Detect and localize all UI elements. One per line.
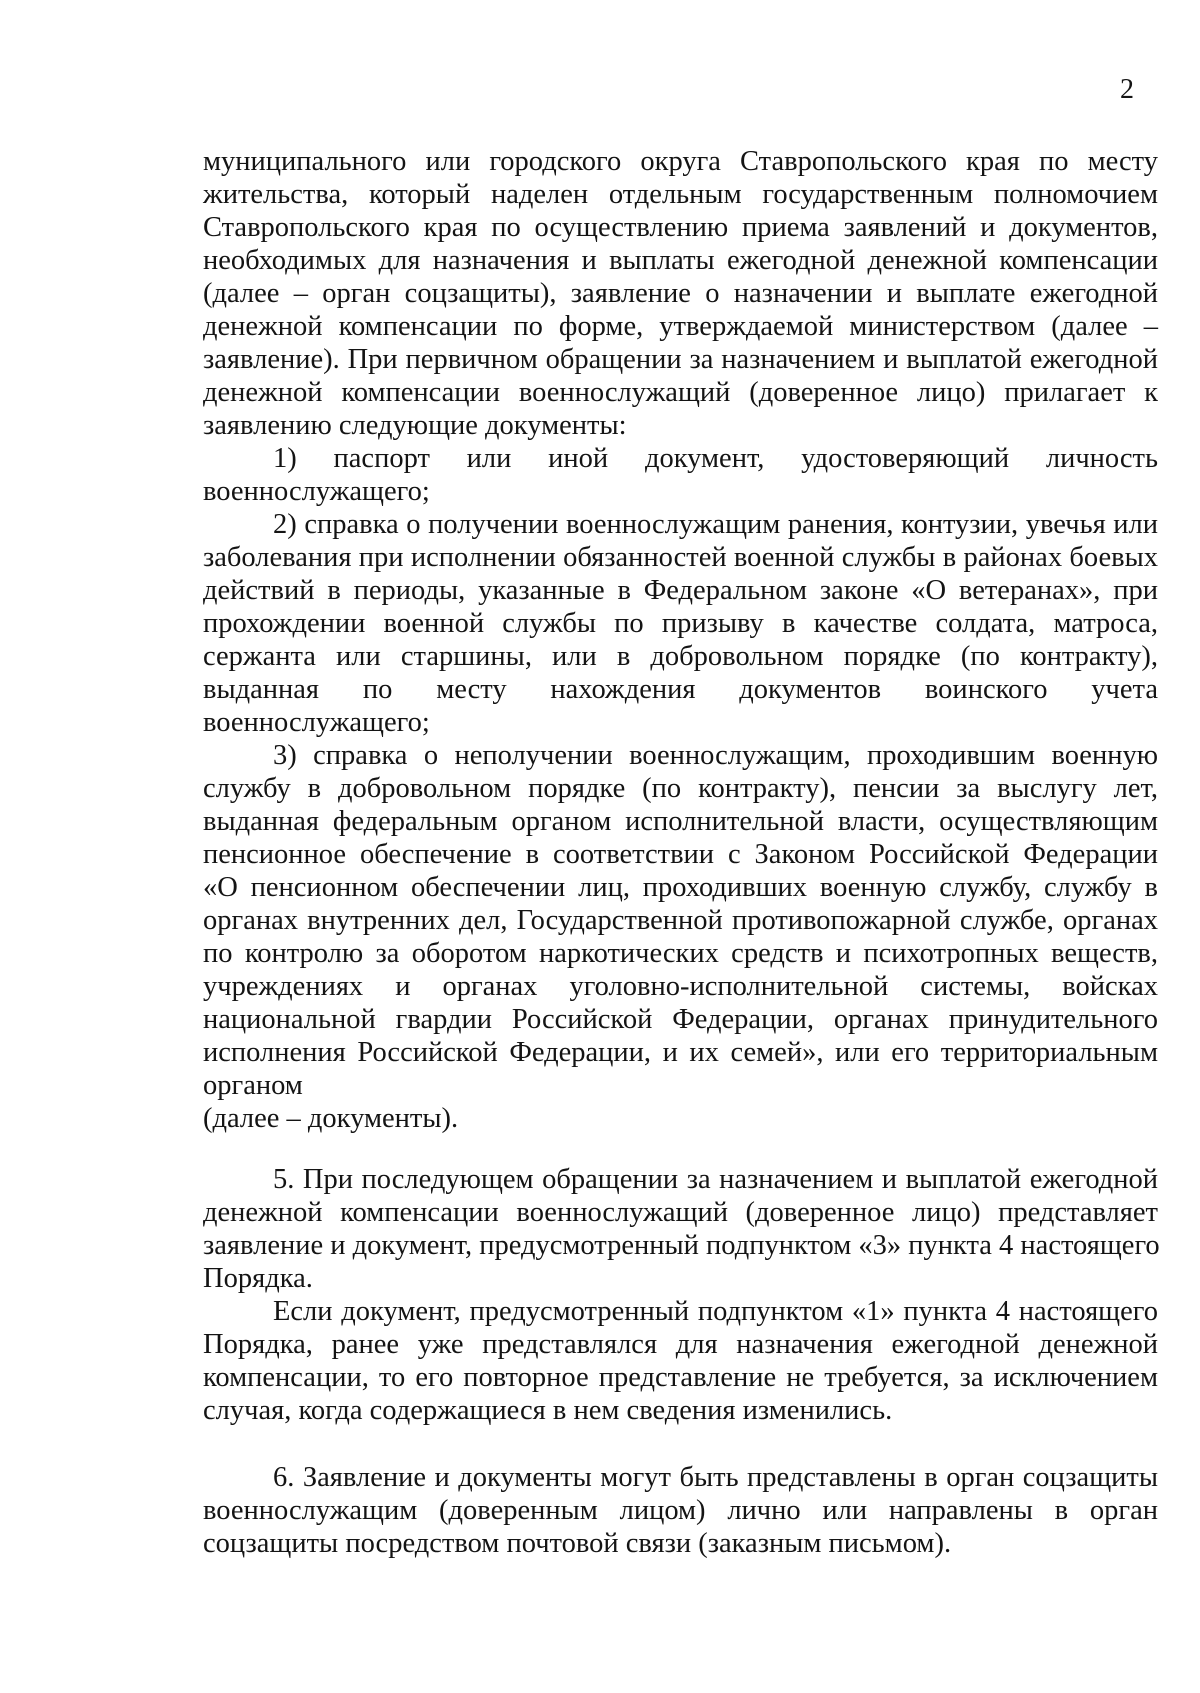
text-line: Порядка. [203, 1263, 313, 1294]
text-line: муниципального или городского округа Ставропольского края по месту [203, 146, 1158, 177]
paragraph-block-6 [203, 1461, 1158, 1560]
text-line: денежной компенсации военнослужащий (доверенное лицо) прилагает к [203, 377, 1158, 408]
text-line: компенсации, то его повторное представление не требуется, за исключением [203, 1362, 1158, 1393]
paragraph-6-start: 6. Заявление и документы могут быть представлены в орган соцзащиты [273, 1462, 1158, 1493]
text-line: военнослужащим (доверенным лицом) лично или направлены в орган [203, 1495, 1158, 1526]
text-line: денежной компенсации военнослужащий (доверенное лицо) представляет [203, 1197, 1158, 1228]
text-line: исполнения Российской Федерации, и их семей», или его территориальным [203, 1037, 1158, 1068]
paragraph-block-main [203, 145, 1158, 1135]
page-number: 2 [1120, 74, 1134, 105]
text-line: соцзащиты посредством почтовой связи (заказным письмом). [203, 1528, 952, 1559]
text-line: заявление и документ, предусмотренный подпунктом «3» пункта 4 настоящего [203, 1230, 1160, 1261]
text-line: органах внутренних дел, Государственной противопожарной службе, органах [203, 905, 1158, 936]
text-line: учреждениях и органах уголовно-исполнительной системы, войсках [203, 971, 1158, 1002]
text-line: денежной компенсации по форме, утверждаемой министерством (далее – [203, 311, 1158, 342]
list-item-2: 2) справка о получении военнослужащим ранения, контузии, увечья или [273, 509, 1158, 540]
text-line: (далее – документы). [203, 1103, 459, 1134]
text-line: службу в добровольном порядке (по контракту), пенсии за выслугу лет, [203, 773, 1158, 804]
list-item-3: 3) справка о неполучении военнослужащим, проходившим военную [273, 740, 1158, 771]
text-line: (далее – орган соцзащиты), заявление о назначении и выплате ежегодной [203, 278, 1158, 309]
text-line: сержанта или старшины, или в добровольном порядке (по контракту), [203, 641, 1158, 672]
paragraph-start: Если документ, предусмотренный подпунктом «1» пункта 4 настоящего [273, 1296, 1158, 1327]
text-line: необходимых для назначения и выплаты ежегодной денежной компенсации [203, 245, 1158, 276]
list-item-1: 1) паспорт или иной документ, удостоверяющий личность [273, 443, 1158, 474]
text-line: прохождении военной службы по призыву в качестве солдата, матроса, [203, 608, 1158, 639]
text-line: заявлению следующие документы: [203, 410, 627, 441]
text-line: «О пенсионном обеспечении лиц, проходивших военную службу, службу в [203, 872, 1158, 903]
paragraph-block-5 [203, 1163, 1158, 1427]
text-line: жительства, который наделен отдельным государственным полномочием [203, 179, 1158, 210]
text-line: национальной гвардии Российской Федерации, органах принудительного [203, 1004, 1158, 1035]
text-line: Порядка, ранее уже представлялся для назначения ежегодной денежной [203, 1329, 1158, 1360]
text-line: заболевания при исполнении обязанностей военной службы в районах боевых [203, 542, 1158, 573]
text-line: военнослужащего; [203, 707, 430, 738]
text-line: по контролю за оборотом наркотических средств и психотропных веществ, [203, 938, 1158, 969]
text-line: выданная по месту нахождения документов воинского учета [203, 674, 1158, 705]
text-line: органом [203, 1070, 303, 1101]
text-line: военнослужащего; [203, 476, 430, 507]
text-line: Ставропольского края по осуществлению приема заявлений и документов, [203, 212, 1158, 243]
text-line: выданная федеральным органом исполнительной власти, осуществляющим [203, 806, 1158, 837]
text-line: действий в периоды, указанные в Федеральном законе «О ветеранах», при [203, 575, 1158, 606]
text-line: пенсионное обеспечение в соответствии с Законом Российской Федерации [203, 839, 1158, 870]
text-line: случая, когда содержащиеся в нем сведения изменились. [203, 1395, 893, 1426]
paragraph-5-start: 5. При последующем обращении за назначением и выплатой ежегодной [273, 1164, 1158, 1195]
text-line: заявление). При первичном обращении за назначением и выплатой ежегодной [203, 344, 1158, 375]
